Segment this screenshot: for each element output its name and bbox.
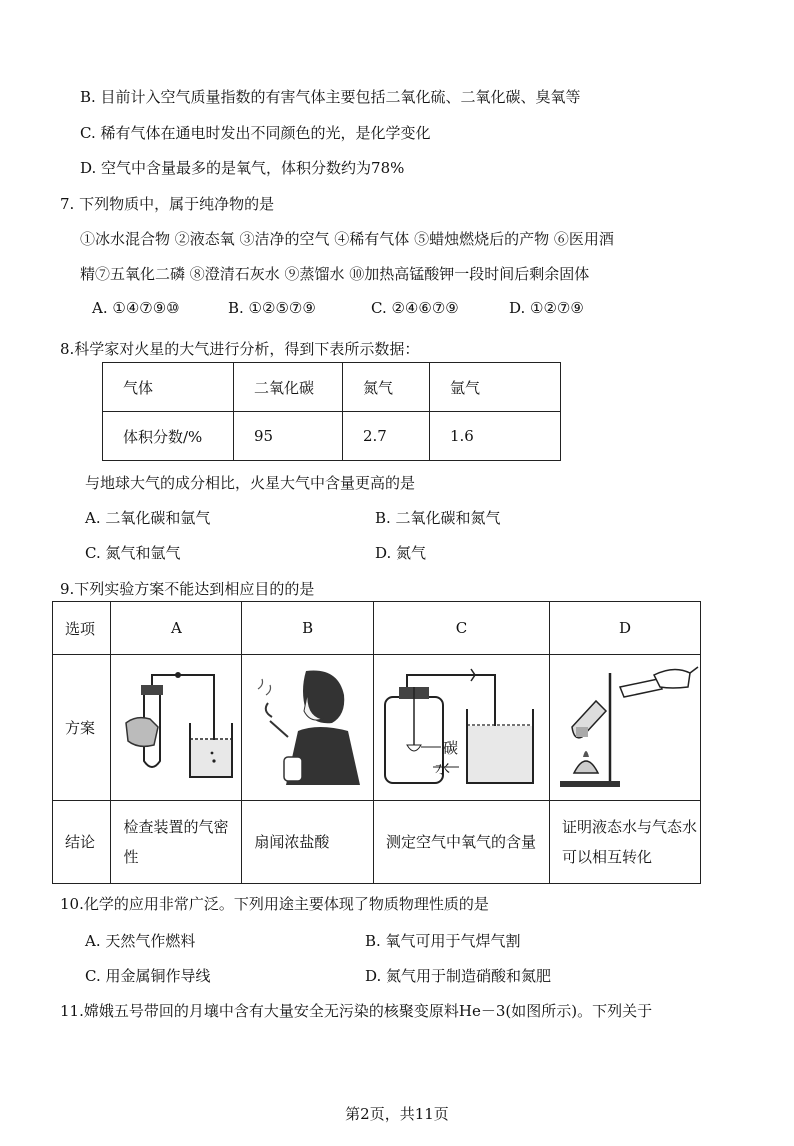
q8-question: 与地球大气的成分相比，火星大气中含量更高的是 — [85, 474, 416, 492]
q10-stem: 10.化学的应用非常广泛。下列用途主要体现了物质物理性质的是 — [60, 895, 489, 913]
q8-data-table — [102, 362, 561, 461]
q9-conclusion-b: 扇闻浓盐酸 — [242, 801, 374, 884]
q8-option-d: D. 氮气 — [375, 544, 427, 562]
q8-value-ar: 1.6 — [430, 412, 561, 461]
q6-option-b: B. 目前计入空气质量指数的有害气体主要包括二氧化硫、二氧化碳、臭氧等 — [80, 88, 581, 106]
q9-row-label-conclusion: 结论 — [53, 801, 111, 884]
q7-option-a: A. ①④⑦⑨⑩ — [92, 299, 180, 317]
q10-option-a: A. 天然气作燃料 — [85, 932, 196, 950]
q9-c-label-water: 水 — [434, 760, 450, 777]
q7-items-line2: 精⑦五氧化二磷 ⑧澄清石灰水 ⑨蒸馏水 ⑩加热高锰酸钾一段时间后剩余固体 — [80, 265, 590, 283]
q8-value-n2: 2.7 — [343, 412, 430, 461]
page-footer: 第2页，共11页 — [345, 1105, 449, 1123]
q9-plan-a-cell — [111, 655, 242, 801]
person-wafting-illustration — [248, 661, 368, 791]
q11-stem: 11.嫦娥五号带回的月壤中含有大量安全无污染的核聚变原料He－3(如图所示)。下列关于 — [60, 1002, 653, 1020]
q7-items-line1: ①冰水混合物 ②液态氧 ③洁净的空气 ④稀有气体 ⑤蜡烛燃烧后的产物 ⑥医用酒 — [80, 230, 614, 248]
q8-header-gas: 气体 — [103, 363, 234, 412]
water-evaporation-apparatus-illustration — [550, 661, 700, 791]
q9-header-a: A — [111, 602, 242, 655]
q8-header-n2: 氮气 — [343, 363, 430, 412]
q10-option-c: C. 用金属铜作导线 — [85, 967, 211, 985]
q7-stem: 7. 下列物质中，属于纯净物的是 — [60, 195, 275, 213]
q9-conclusion-a: 检查装置的气密性 — [111, 801, 242, 884]
q9-row-label-plan: 方案 — [53, 655, 111, 801]
q9-plan-c-cell — [374, 655, 550, 801]
q7-option-d: D. ①②⑦⑨ — [509, 299, 584, 317]
oxygen-content-apparatus-illustration — [377, 661, 547, 791]
q8-option-c: C. 氮气和氩气 — [85, 544, 181, 562]
q9-plan-b-cell — [242, 655, 374, 801]
q8-option-a: A. 二氧化碳和氩气 — [85, 509, 211, 527]
q9-c-label-carbon: 碳 — [442, 740, 458, 757]
q8-header-ar: 氩气 — [430, 363, 561, 412]
q9-header-option: 选项 — [53, 602, 111, 655]
q8-stem: 8.科学家对火星的大气进行分析，得到下表所示数据： — [60, 340, 420, 358]
q7-option-c: C. ②④⑥⑦⑨ — [371, 299, 459, 317]
q7-option-b: B. ①②⑤⑦⑨ — [228, 299, 316, 317]
q9-plan-d-cell — [550, 655, 701, 801]
q6-option-c: C. 稀有气体在通电时发出不同颜色的光，是化学变化 — [80, 124, 431, 142]
q9-conclusion-d: 证明液态水与气态水可以相互转化 — [550, 801, 701, 884]
q9-experiment-table — [52, 601, 701, 884]
q10-option-d: D. 氮气用于制造硝酸和氮肥 — [365, 967, 552, 985]
airtightness-apparatus-illustration — [116, 661, 236, 791]
q9-conclusion-c: 测定空气中氧气的含量 — [374, 801, 550, 884]
q6-option-d: D. 空气中含量最多的是氧气，体积分数约为78% — [80, 159, 405, 177]
q9-header-b: B — [242, 602, 374, 655]
q9-header-c: C — [374, 602, 550, 655]
q9-stem: 9.下列实验方案不能达到相应目的的是 — [60, 580, 315, 598]
q8-header-co2: 二氧化碳 — [234, 363, 343, 412]
q8-row-label: 体积分数/% — [103, 412, 234, 461]
q8-option-b: B. 二氧化碳和氮气 — [375, 509, 501, 527]
q8-value-co2: 95 — [234, 412, 343, 461]
q9-header-d: D — [550, 602, 701, 655]
q10-option-b: B. 氧气可用于气焊气割 — [365, 932, 521, 950]
